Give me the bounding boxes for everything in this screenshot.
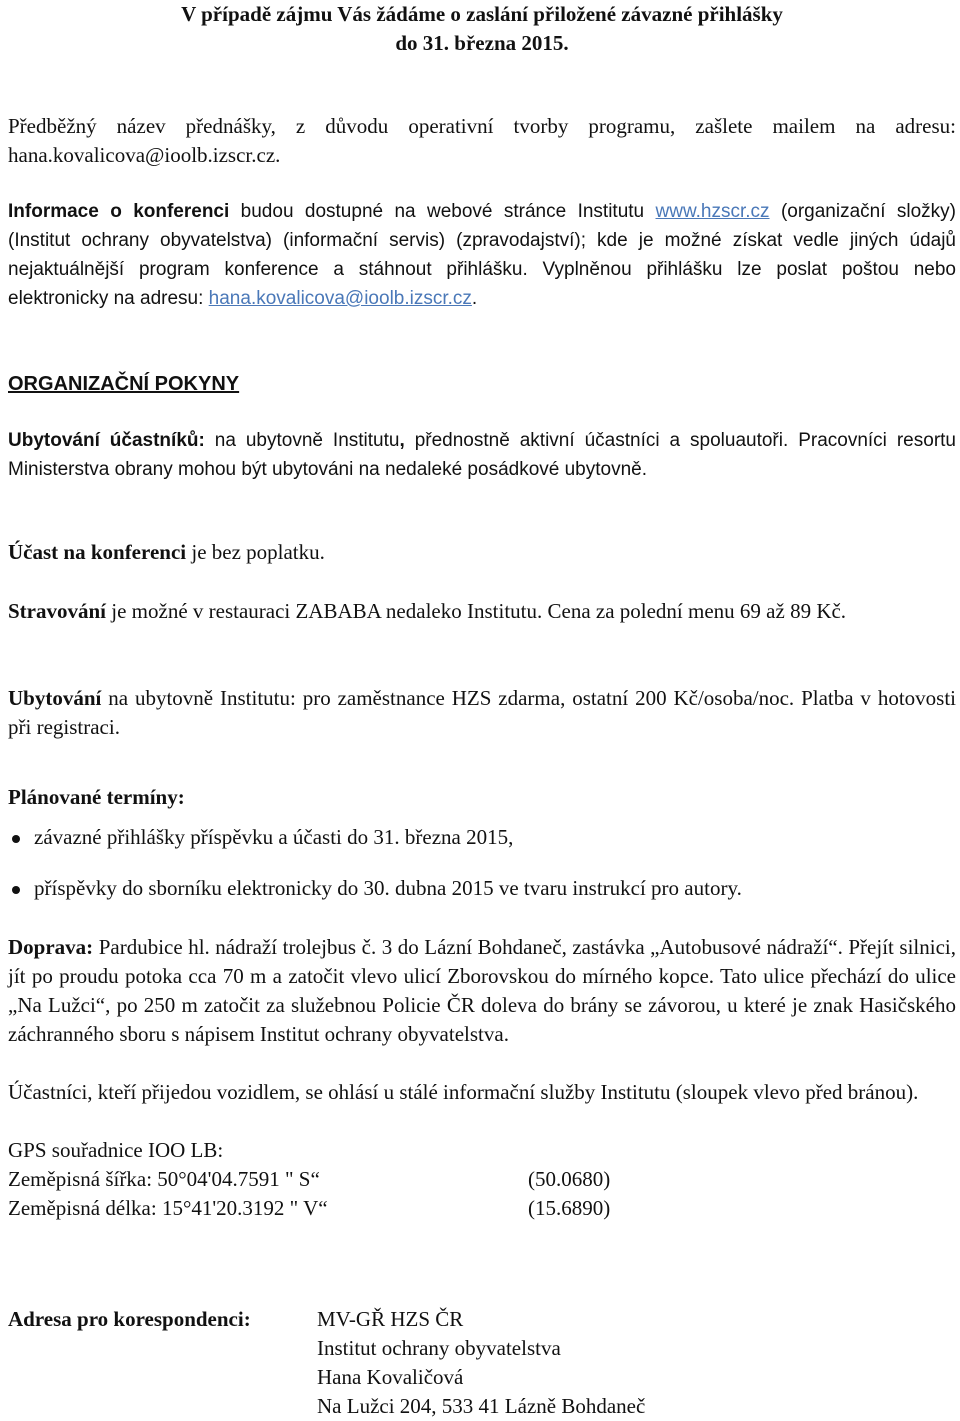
contact-email-link[interactable]: hana.kovalicova@ioolb.izscr.cz <box>208 288 472 309</box>
planned-dates-heading: Plánované termíny: <box>8 785 185 809</box>
gps-block <box>8 1136 956 1223</box>
gps-title: GPS souřadnice IOO LB: <box>8 1138 224 1162</box>
gps-longitude-row: Zeměpisná délka: 15°41'20.3192 " V“ (15.6890) <box>8 1196 611 1220</box>
header-line-2: do 31. března 2015. <box>395 31 569 55</box>
gps-latitude-row: Zeměpisná šířka: 50°04'04.7591 " S“ (50.0680) <box>8 1167 611 1191</box>
participation-paragraph: Účast na konferenci je bez poplatku. <box>8 540 325 564</box>
lecture-email: hana.kovalicova@ioolb.izscr.cz <box>8 143 276 167</box>
conference-info-paragraph: Informace o konferenci budou dostupné na webové stránce Institutu www.hzscr.cz (organizační složky) (Institut ochrany obyvatelstva) (informační servis) (zpravodajství); kde je možné získat vedle jiných údajů nejaktuálnější program konference a stáhnout přihlášku. Vyplněnou přihlášku lze poslat poštou nebo elektronicky na adresu: hana.kovalicova@ioolb.izscr.cz. <box>8 201 956 309</box>
header-line-1: V případě zájmu Vás žádáme o zaslání přiložené závazné přihlášky <box>181 2 783 26</box>
address-line: MV-GŘ HZS ČR <box>317 1307 464 1331</box>
bullet-icon <box>12 835 20 843</box>
lodging-paragraph: Ubytování na ubytovně Institutu: pro zaměstnance HZS zdarma, ostatní 200 Kč/osoba/noc. Platba v hotovosti při registraci. <box>8 686 956 739</box>
address-line: Na Lužci 204, 533 41 Lázně Bohdaneč <box>317 1394 646 1418</box>
lecture-title-paragraph: Předběžný název přednášky, z důvodu operativní tvorby programu, zašlete mailem na adresu: hana.kovalicova@ioolb.izscr.cz. <box>8 114 956 167</box>
organizational-instructions-heading: ORGANIZAČNÍ POKYNY <box>8 373 240 395</box>
correspondence-address <box>8 1305 956 1421</box>
vehicle-arrival-paragraph: Účastníci, kteří přijedou vozidlem, se ohlásí u stálé informační služby Institutu (sloupek vlevo před bránou). <box>8 1080 919 1104</box>
application-request-header <box>8 0 956 58</box>
accommodation-paragraph: Ubytování účastníků: na ubytovně Institutu, přednostně aktivní účastníci a spoluautoři. Pracovníci resortu Ministerstva obrany mohou být ubytováni na nedaleké posádkové ubytovně. <box>8 430 956 480</box>
list-item: příspěvky do sborníku elektronicky do 30. dubna 2015 ve tvaru instrukcí pro autory. <box>8 874 956 903</box>
planned-dates-list <box>8 823 956 903</box>
lecture-text: Předběžný název přednášky, z důvodu operativní tvorby programu, zašlete mailem na adresu: <box>8 114 956 138</box>
address-line: Hana Kovaličová <box>317 1365 464 1389</box>
transport-paragraph: Doprava: Pardubice hl. nádraží trolejbus č. 3 do Lázní Bohdaneč, zastávka „Autobusové nádraží“. Přejít silnici, jít po proudu potoka cca 70 m a zatočit vlevo ulicí Zborovskou do mírného kopce. Tato ulice přechází do ulice „Na Lužci“, po 250 m zatočit za služebnou Policie ČR doleva do brány se závorou, u které je znak Hasičského záchranného sboru s nápisem Institut ochrany obyvatelstva. <box>8 935 956 1046</box>
list-item: závazné přihlášky příspěvku a účasti do 31. března 2015, <box>8 823 956 852</box>
catering-paragraph: Stravování je možné v restauraci ZABABA nedaleko Institutu. Cena za polední menu 69 až 89 Kč. <box>8 599 847 623</box>
bullet-icon <box>12 886 20 894</box>
info-bold: Informace o konferenci <box>8 201 230 222</box>
address-line: Institut ochrany obyvatelstva <box>317 1336 561 1360</box>
address-label: Adresa pro korespondenci: <box>8 1307 251 1331</box>
hzscr-website-link[interactable]: www.hzscr.cz <box>655 201 770 222</box>
